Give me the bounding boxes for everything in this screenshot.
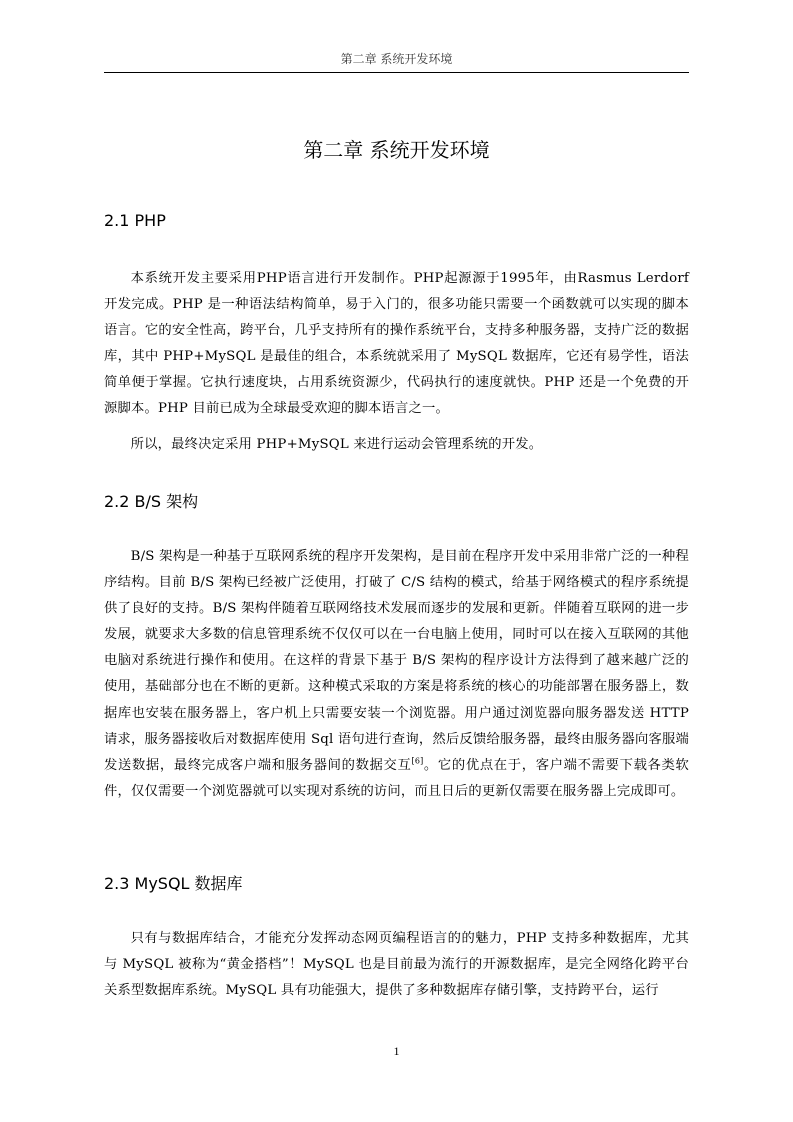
chapter-title: 第二章 系统开发环境 (303, 138, 490, 162)
paragraph-bs-text: B/S 架构是一种基于互联网系统的程序开发架构，是目前在程序开发中采用非常广泛的一种程序结构。目前 B/S 架构已经被广泛使用，打破了 C/S 结构的模式，给基于网络模式的程序系统提供了良好的支持。B/S 架构伴随着互联网络技术发展而逐步的发展和更新。伴随着互联网的进一步发展，就要求大多数的信息管理系统不仅仅可以在一台电脑上使用，同时可以在接入互联网的其他电脑对系统进行操作和使用。在这样的背景下基于 B/S 架构的程序设计方法得到了越来越广泛的使用，基础部分也在不断的更新。这种模式采取的方案是将系统的核心的功能部署在服务器上，数据库也安装在服务器上，客户机上只需要安装一个浏览器。用户通过浏览器向服务器发送 HTTP 请求，服务器接收后对数据库使用 Sql 语句进行查询，然后反馈给服务器，最终由服务器向客服端发送数据，最终完成客户端和服务器间的数据交互 (104, 549, 689, 773)
paragraph-bs-architecture (104, 544, 689, 805)
header-rule (104, 72, 689, 73)
paragraph-bs-text-continued: 。它的优点在于，客户端不需要下载各类软件，仅仅需要一个浏览器就可以实现对系统的访问，而且日后的更新仅需要在服务器上完成即可。 (104, 757, 689, 799)
section-heading-php: 2.1 PHP (104, 211, 166, 230)
citation-6: [6] (411, 756, 424, 766)
section-heading-bs: 2.2 B/S 架构 (104, 492, 199, 511)
running-header: 第二章 系统开发环境 (340, 52, 453, 66)
paragraph-php-conclusion: 所以，最终决定采用 PHP+MySQL 来进行运动会管理系统的开发。 (130, 437, 543, 452)
paragraph-php-intro: 本系统开发主要采用PHP语言进行开发制作。PHP起源源于1995年，由Rasmus Lerdorf 开发完成。PHP 是一种语法结构简单，易于入门的，很多功能只需要一个函数就可以实现的脚本语言。它的安全性高，跨平台，几乎支持所有的操作系统平台，支持多种服务器，支持广泛的数据库，其中 PHP+MySQL 是最佳的组合，本系统就采用了 MySQL 数据库，它还有易学性，语法简单便于掌握。它执行速度块，占用系统资源少，代码执行的速度就快。PHP 还是一个免费的开源脚本。PHP 目前已成为全球最受欢迎的脚本语言之一。 (104, 271, 689, 417)
page-number: 1 (393, 1044, 400, 1058)
paragraph-mysql: 只有与数据库结合，才能充分发挥动态网页编程语言的的魅力，PHP 支持多种数据库，尤其与 MySQL 被称为“黄金搭档”！MySQL 也是目前最为流行的开源数据库，是完全网络化跨平台关系型数据库系统。MySQL 具有功能强大，提供了多种数据库存储引擎，支持跨平台，运行 (104, 931, 689, 999)
section-heading-mysql: 2.3 MySQL 数据库 (104, 874, 243, 893)
